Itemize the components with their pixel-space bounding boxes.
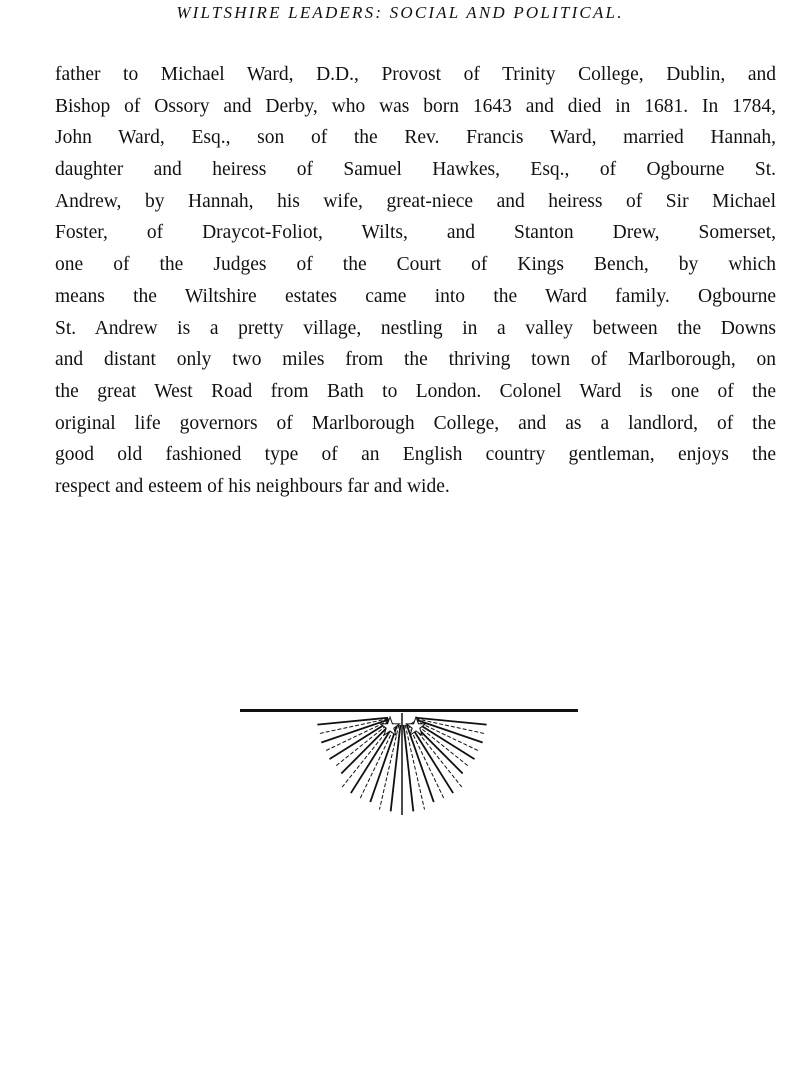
text-line [55, 411, 776, 443]
sunburst-ray [414, 721, 475, 759]
text-line [55, 94, 776, 126]
rule-line [240, 709, 578, 712]
text-line [55, 379, 776, 411]
text-line [55, 189, 776, 221]
text-line [55, 157, 776, 189]
text-line-content: father to Michael Ward, D.D., Provost of Trinity College, Dublin, and [55, 64, 776, 85]
text-line [55, 316, 776, 348]
text-line-content: Andrew, by Hannah, his wife, great-niece and heiress of Sir Michael [55, 190, 776, 212]
text-line-content: good old fashioned type of an English country gentleman, enjoys the [55, 444, 776, 466]
text-line [55, 347, 776, 379]
text-line-content: means the Wiltshire estates came into the Ward family. Ogbourne [55, 285, 776, 307]
text-line-content: St. Andrew is a pretty village, nestling in a valley between the Downs [55, 317, 776, 339]
text-line [55, 284, 776, 316]
sunburst-tailpiece-icon [240, 705, 580, 820]
text-line-content: respect and esteem of his neighbours far and wide. [55, 475, 450, 497]
text-line-content: daughter and heiress of Samuel Hawkes, Esq., of Ogbourne St. [55, 159, 776, 181]
text-line [55, 252, 776, 284]
text-line-content: and distant only two miles from the thriving town of Marlborough, on [55, 349, 776, 371]
text-line [55, 442, 776, 474]
text-line [55, 62, 776, 94]
text-line-content: John Ward, Esq., son of the Rev. Francis Ward, married Hannah, [55, 127, 776, 149]
text-line-content: the great West Road from Bath to London. Colonel Ward is one of the [55, 380, 776, 402]
running-header: WILTSHIRE LEADERS: SOCIAL AND POLITICAL. [176, 3, 624, 22]
body-text [55, 62, 776, 506]
text-line-content: one of the Judges of the Court of Kings Bench, by which [55, 254, 776, 276]
text-line [55, 220, 776, 252]
sunburst-ray [329, 721, 390, 759]
text-line-content: Bishop of Ossory and Derby, who was born 1643 and died in 1681. In 1784, [55, 95, 776, 117]
text-line [55, 125, 776, 157]
text-line [55, 474, 776, 506]
text-line-content: original life governors of Marlborough College, and as a landlord, of the [55, 412, 776, 434]
text-line-content: Foster, of Draycot-Foliot, Wilts, and Stanton Drew, Somerset, [55, 222, 776, 244]
